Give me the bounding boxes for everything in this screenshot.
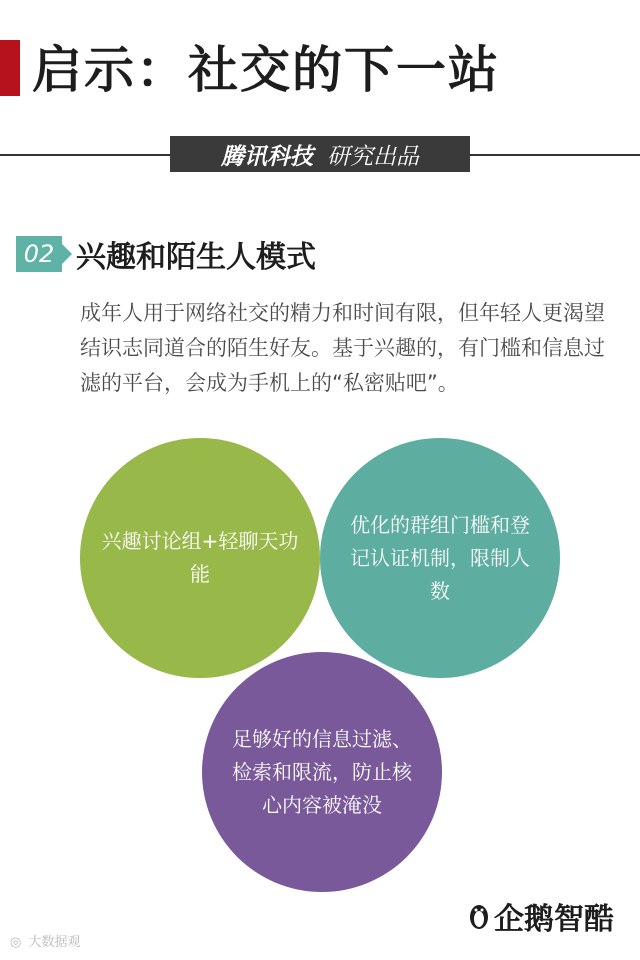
logo-text: 企鹅智酷 [494,902,614,937]
watermark [10,931,81,950]
feature-circle-interest-chat: 兴趣讨论组+轻聊天功能 [80,438,320,678]
publisher-tag [170,136,470,172]
publisher-suffix: 研究出品 [327,143,419,170]
penguin-icon [468,902,490,930]
page-title: 启示：社交的下一站 [32,41,500,99]
title-accent-bar [0,40,20,96]
feature-circle-group-threshold: 优化的群组门槛和登记认证机制，限制人数 [320,438,560,678]
publisher-brand: 腾讯科技 [221,143,313,170]
section-number-badge: 02 [16,236,62,272]
watermark-text: 大数据观 [28,935,81,950]
feature-circle-info-filter: 足够好的信息过滤、检索和限流，防止核心内容被淹没 [202,652,442,892]
section-paragraph: 成年人用于网络社交的精力和时间有限，但年轻人更渴望结识志同道合的陌生好友。基于兴趣的，有门槛和信息过滤的平台，会成为手机上的“私密贴吧”。 [80,301,605,395]
brand-logo [468,894,614,938]
section-title: 兴趣和陌生人模式 [76,240,316,275]
weibo-icon: ◎ [10,935,22,950]
